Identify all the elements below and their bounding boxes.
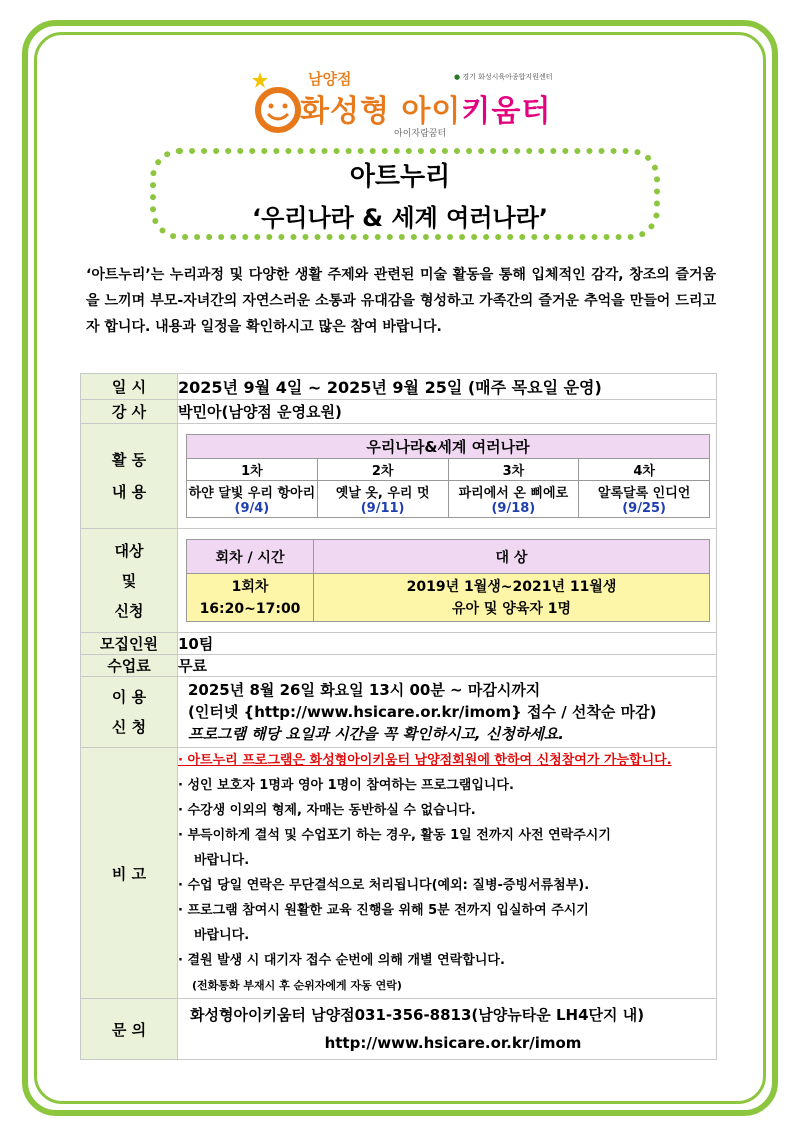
session-topic-text: 알록달록 인디언 [597, 486, 691, 501]
logo-name-accent: 키움터 [461, 94, 552, 129]
info-table [80, 373, 717, 1060]
notes-red: · 아트누리 프로그램은 화성형아이키움터 남양점회원에 한하여 신청참여가 가능합니다. [178, 753, 672, 768]
apply-notice: 프로그램 해당 요일과 시간을 꼭 확인하시고, 신청하세요. [188, 725, 565, 743]
time-header: 회차 / 시간 [187, 540, 314, 574]
note-item: 바랍니다. [194, 853, 250, 868]
session-date: (9/18) [491, 501, 536, 516]
contact-url[interactable]: http://www.hsicare.or.kr/imom [324, 1034, 582, 1052]
session-topic [187, 481, 318, 518]
page-title: 아트누리 [349, 162, 451, 192]
date-label: 일 시 [81, 374, 178, 400]
session-date: (9/25) [622, 501, 667, 516]
logo [248, 68, 558, 138]
activity-label [81, 424, 178, 529]
activity-table [186, 434, 710, 518]
activity-label-2: 내 용 [111, 483, 147, 501]
instructor-label: 강 사 [81, 400, 178, 424]
apply-label-1: 이 용 [111, 688, 147, 706]
notes-cell [178, 748, 717, 999]
activity-cell [178, 424, 717, 529]
note-item: 바랍니다. [194, 928, 250, 943]
target-label [81, 529, 178, 633]
session-number: 1회차 [231, 578, 269, 595]
note-item: · 성인 보호자 1명과 영아 1명이 참여하는 프로그램입니다. [178, 778, 514, 793]
center-name: 경기 화성시육아종합지원센터 [462, 73, 553, 81]
capacity-label: 모집인원 [81, 633, 178, 655]
instructor-value: 박민아(남양점 운영요원) [178, 400, 717, 424]
logo-tagline: 아이자람꿈터 [394, 129, 447, 139]
contact-label: 문 의 [81, 999, 178, 1060]
target-header: 대 상 [314, 540, 710, 574]
session-topic [448, 481, 579, 518]
activity-title: 우리나라&세계 여러나라 [187, 435, 710, 459]
note-item: · 결원 발생 시 대기자 접수 순번에 의해 개별 연락합니다. [178, 953, 505, 968]
target-cell [178, 529, 717, 633]
contact-cell [178, 999, 717, 1060]
session-no: 4차 [579, 459, 710, 481]
page-subtitle: ‘우리나라 & 세계 여러나라’ [251, 204, 549, 232]
target-age: 2019년 1월생~2021년 11월생 [406, 578, 617, 595]
smiley-logo-icon [248, 72, 308, 134]
target-label-1: 대상 [114, 541, 144, 560]
center-logo: ● 경기 화성시육아종합지원센터 [454, 73, 553, 81]
session-topic [579, 481, 710, 518]
session-topic-text: 옛날 옷, 우리 멋 [335, 486, 430, 501]
apply-method: (인터넷 {http://www.hsicare.or.kr/imom} 접수 / 선착순 마감) [188, 703, 657, 721]
session-topic-text: 하얀 달빛 우리 항아리 [188, 486, 316, 501]
session-date: (9/11) [360, 501, 405, 516]
session-no: 3차 [448, 459, 579, 481]
apply-label [81, 677, 178, 748]
note-item: · 부득이하게 결석 및 수업포기 하는 경우, 활동 1일 전까지 사전 연락주시기 [178, 828, 611, 843]
date-value: 2025년 9월 4일 ~ 2025년 9월 25일 (매주 목요일 운영) [178, 374, 717, 400]
logo-name-main: 화성형 아이 [300, 94, 462, 129]
target-desc [314, 574, 710, 622]
apply-period: 2025년 8월 26일 화요일 13시 00분 ~ 마감시까지 [188, 681, 541, 699]
notes-label: 비 고 [81, 748, 178, 999]
note-item: · 수업 당일 연락은 무단결석으로 처리됩니다(예외: 질병-증빙서류첨부). [178, 878, 590, 893]
session-no: 1차 [187, 459, 318, 481]
session-topic [317, 481, 448, 518]
activity-label-1: 활 동 [111, 451, 147, 469]
capacity-value: 10팀 [178, 633, 717, 655]
target-table [186, 539, 710, 622]
apply-label-2: 신 청 [111, 718, 147, 736]
target-label-3: 신청 [114, 601, 144, 620]
logo-name [300, 86, 551, 130]
fee-label: 수업료 [81, 655, 178, 677]
contact-phone: 화성형아이키움터 남양점031-356-8813(남양뉴타운 LH4단지 내) [190, 1006, 645, 1024]
fee-value: 무료 [178, 655, 717, 677]
note-small: (전화통화 부재시 후 순위자에게 자동 연락) [192, 979, 402, 992]
target-who: 유아 및 양육자 1명 [451, 600, 572, 617]
session-time [187, 574, 314, 622]
apply-cell [178, 677, 717, 748]
session-hours: 16:20~17:00 [199, 600, 301, 617]
note-item: · 프로그램 참여시 원활한 교육 진행을 위해 5분 전까지 입실하여 주시기 [178, 903, 589, 918]
session-topic-text: 파리에서 온 삐에로 [458, 486, 569, 501]
logo-branch: 남양점 [308, 70, 352, 88]
target-label-2: 및 [121, 571, 137, 590]
note-item: · 수강생 이외의 형제, 자매는 동반하실 수 없습니다. [178, 803, 476, 818]
session-no: 2차 [317, 459, 448, 481]
intro-text: ‘아트누리’는 누리과정 및 다양한 생활 주제와 관련된 미술 활동을 통해 입체적인 감각, 창조의 즐거움을 느끼며 부모-자녀간의 자연스러운 소통과 유대감을 형성하고 가족간의 즐거운 추억을 만들어 드리고자 합니다. 내용과 일정을 확인하시고 많은 참여 바랍니다. [86, 267, 716, 335]
session-date: (9/4) [234, 501, 270, 516]
